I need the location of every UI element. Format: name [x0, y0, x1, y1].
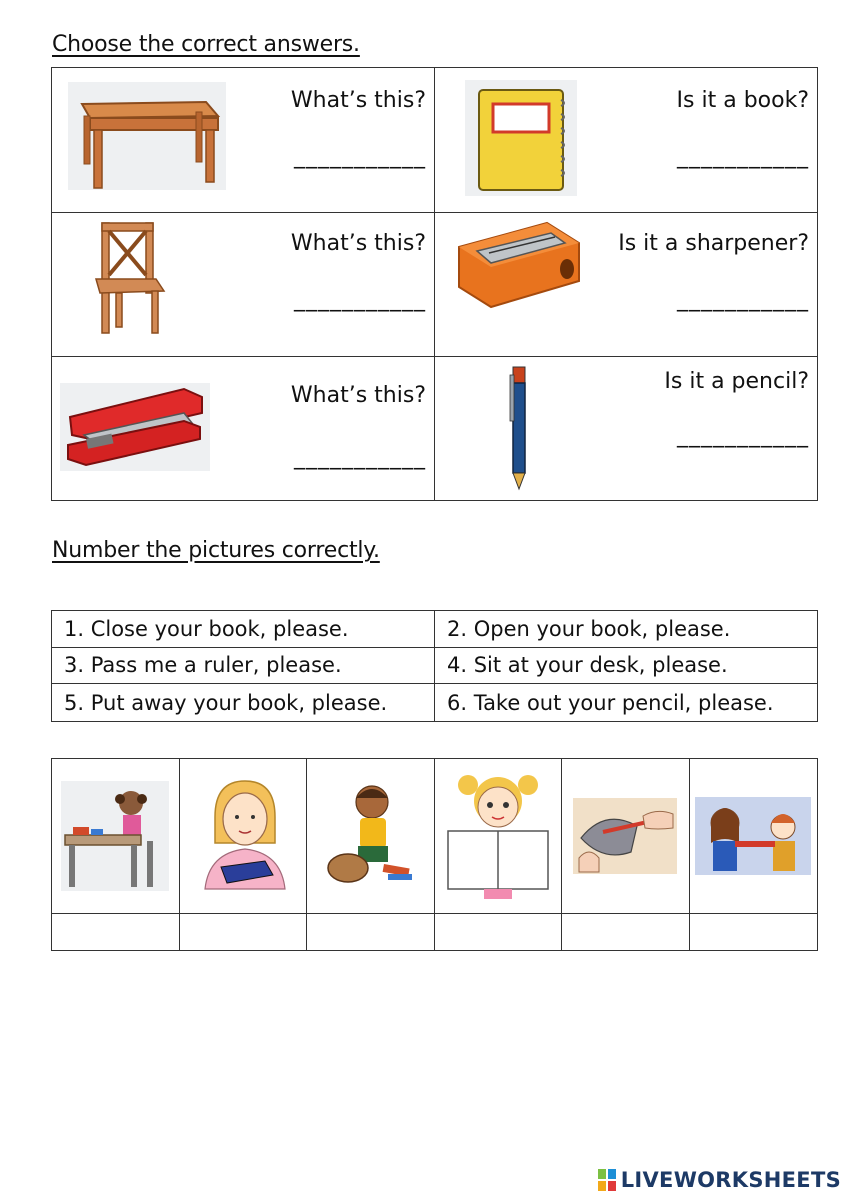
- answer-box-6[interactable]: [690, 914, 818, 950]
- answer-box-4[interactable]: [435, 914, 563, 950]
- hand-taking-pencil-icon: [573, 798, 677, 874]
- sentence-cell: 4. Sit at your desk, please.: [435, 648, 817, 685]
- girl-opening-book-icon: [444, 771, 552, 901]
- answer-blank[interactable]: ___________: [294, 144, 426, 169]
- answer-box-5[interactable]: [562, 914, 690, 950]
- question-text: What’s this?: [290, 383, 426, 408]
- question-grid: [51, 67, 818, 501]
- answer-box-2[interactable]: [180, 914, 308, 950]
- sentence-cell: 2. Open your book, please.: [435, 611, 817, 648]
- sentence-table: [51, 610, 818, 722]
- question-text: What’s this?: [290, 88, 426, 113]
- sentence-cell: 6. Take out your pencil, please.: [447, 690, 774, 715]
- section-2-heading: Number the pictures correctly.: [52, 538, 380, 563]
- liveworksheets-logo: [598, 1168, 841, 1192]
- question-text: Is it a pencil?: [664, 369, 809, 394]
- question-text: What’s this?: [290, 231, 426, 256]
- answer-blank[interactable]: ___________: [294, 445, 426, 470]
- question-text: Is it a sharpener?: [618, 231, 809, 256]
- sentence-cell: 1. Close your book, please.: [52, 611, 435, 648]
- answer-blank[interactable]: ___________: [677, 144, 809, 169]
- answer-blank[interactable]: ___________: [677, 287, 809, 312]
- notebook-icon: [465, 80, 577, 196]
- picture-cell-1: [52, 759, 180, 914]
- sharpener-icon: [455, 221, 583, 309]
- answer-box-1[interactable]: [52, 914, 180, 950]
- picture-cell-5: [562, 759, 690, 914]
- answer-blank[interactable]: ___________: [677, 423, 809, 448]
- sentence-cell: 5. Put away your book, please.: [52, 684, 435, 721]
- answer-box-3[interactable]: [307, 914, 435, 950]
- question-cell-4: [435, 213, 817, 357]
- logo-mark-icon: [598, 1169, 618, 1191]
- chair-icon: [90, 221, 170, 337]
- question-cell-2: [435, 68, 817, 213]
- stapler-icon: [60, 383, 210, 471]
- boy-putting-away-book-icon: [322, 780, 418, 892]
- logo-text: LIVEWORKSHEETS: [620, 1168, 841, 1192]
- sentence-cell: 3. Pass me a ruler, please.: [52, 648, 435, 685]
- answer-blank[interactable]: ___________: [294, 287, 426, 312]
- picture-cell-2: [180, 759, 308, 914]
- picture-cell-6: [690, 759, 818, 914]
- pen-icon: [507, 365, 531, 491]
- question-text: Is it a book?: [676, 88, 809, 113]
- pictures-grid: [51, 758, 818, 951]
- girl-closing-book-icon: [193, 777, 293, 895]
- table-icon: [68, 82, 226, 190]
- question-cell-1: [52, 68, 435, 213]
- passing-ruler-icon: [695, 797, 811, 875]
- question-cell-5: [52, 357, 435, 500]
- question-cell-3: [52, 213, 435, 357]
- section-1-heading: Choose the correct answers.: [52, 32, 360, 57]
- question-cell-6: [435, 357, 817, 500]
- picture-cell-4: [435, 759, 563, 914]
- girl-at-desk-icon: [61, 781, 169, 891]
- picture-cell-3: [307, 759, 435, 914]
